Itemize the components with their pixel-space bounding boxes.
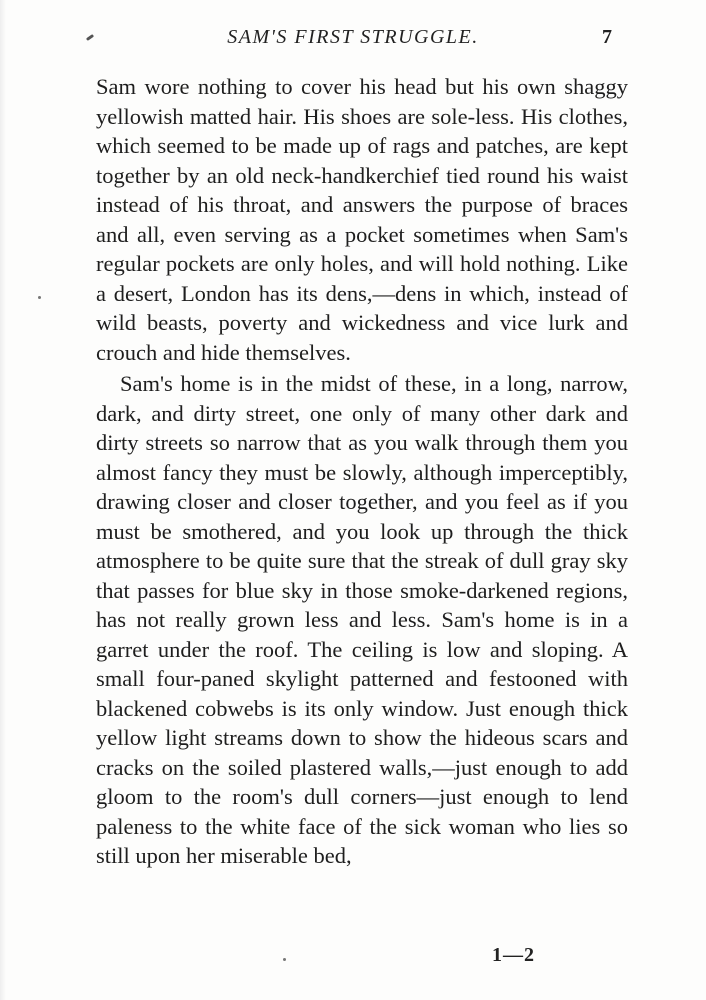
running-header: [0, 26, 706, 52]
page-number: 7: [602, 26, 612, 48]
speck-mark: [38, 296, 41, 299]
speck-mark: [283, 958, 286, 961]
paragraph-2: Sam's home is in the midst of these, in a long, narrow, dark, and dirty street, one only of many other dark and dirty streets so narrow that as you walk through them you almost fancy they must be slowly, although imperceptibly, drawing closer and closer together, and you feel as if you must be smothered, and you look up through the thick atmosphere to be quite sure that the streak of dull gray sky that passes for blue sky in those smoke-darkened regions, has not really grown less and less. Sam's home is in a garret under the roof. The ceiling is low and sloping. A small four-paned skylight patterned and festooned with blackened cobwebs is its only window. Just enough thick yellow light streams down to show the hideous scars and cracks on the soiled plastered walls,—just enough to add gloom to the room's dull corners—just enough to lend paleness to the white face of the sick woman who lies so still upon her miserable bed,: [96, 371, 628, 868]
page-body: [96, 72, 628, 871]
running-title: SAM'S FIRST STRUGGLE.: [227, 26, 479, 48]
signature-mark: 1—2: [492, 944, 535, 966]
paragraph-1: Sam wore nothing to cover his head but his own shaggy yellowish matted hair. His shoes are sole-less. His clothes, which seemed to be made up of rags and patches, are kept together by an old neck-handkerchief tied round his waist instead of his throat, and answers the purpose of braces and all, even serving as a pocket sometimes when Sam's regular pockets are only holes, and will hold nothing. Like a desert, London has its dens,—dens in which, instead of wild beasts, poverty and wickedness and vice lurk and crouch and hide themselves.: [96, 74, 628, 365]
page-edge-shadow: [0, 0, 6, 1000]
